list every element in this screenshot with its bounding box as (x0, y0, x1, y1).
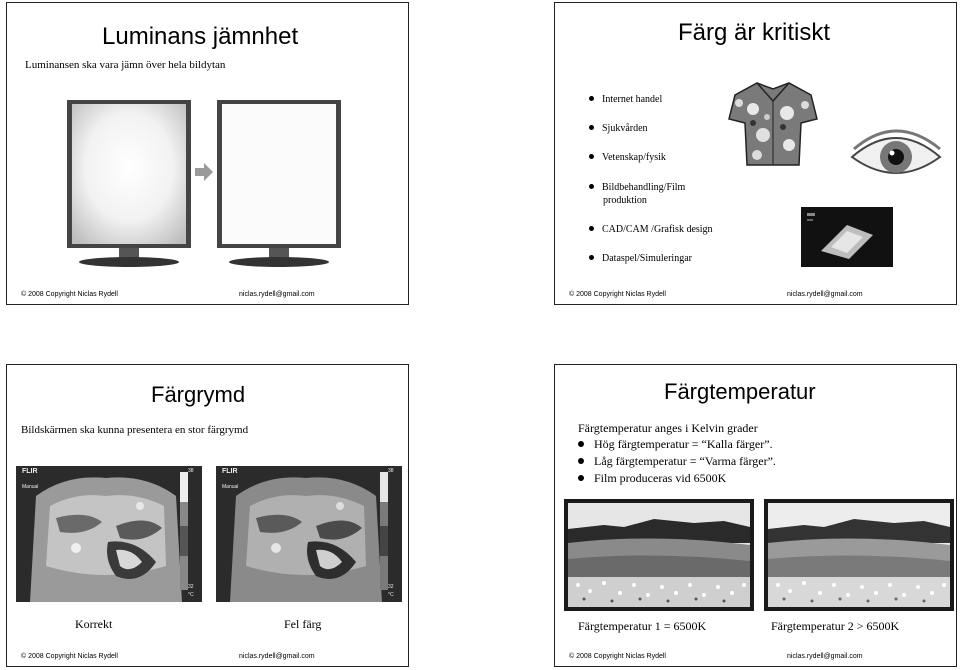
intro-text: Färgtemperatur anges i Kelvin grader (578, 421, 758, 435)
slide-title: Färg är kritiskt (678, 19, 831, 46)
landscape-photo-6500k (564, 499, 754, 611)
cad-render-image (801, 207, 893, 267)
thermal-mode-label: Manual (222, 484, 239, 490)
bullet-item: Vetenskap/fysik (589, 152, 666, 163)
caption-correct: Korrekt (75, 617, 113, 631)
thermal-mode-label: Manual (22, 484, 39, 490)
arrow-right-icon (193, 161, 215, 183)
thermal-image-wrong (216, 466, 402, 602)
slide-footer (7, 286, 408, 304)
scale-top-label: 38 (188, 468, 194, 474)
slide-subtitle: Luminansen ska vara jämn över hela bildytan (25, 59, 226, 71)
bullet-item: Film produceras vid 6500K (578, 471, 726, 486)
slide-footer (555, 286, 956, 304)
landscape-photo-higher-k (764, 499, 954, 611)
bullet-item: Dataspel/Simuleringar (589, 253, 692, 264)
footer-copyright: © 2008 Copyright Niclas Rydell (569, 653, 666, 660)
footer-email: niclas.rydell@gmail.com (787, 291, 863, 298)
scale-unit-label: °C (388, 592, 394, 598)
scale-top-label: 38 (388, 468, 394, 474)
slide-footer (7, 648, 408, 666)
footer-email: niclas.rydell@gmail.com (787, 653, 863, 660)
caption-higher-k: Färgtemperatur 2 > 6500K (771, 619, 900, 633)
slide-color-gamut (6, 364, 409, 667)
footer-email: niclas.rydell@gmail.com (239, 653, 315, 660)
bullet-item: CAD/CAM /Grafisk design (589, 224, 713, 235)
bullet-item: Låg färgtemperatur = “Varma färger”. (578, 454, 776, 469)
bullet-item: Internet handel (589, 94, 662, 105)
eye-illustration (848, 119, 944, 193)
slide-color-critical (554, 2, 957, 305)
thermal-brand-label: FLIR (22, 468, 38, 475)
footer-copyright: © 2008 Copyright Niclas Rydell (21, 291, 118, 298)
hawaiian-shirt-illustration (727, 79, 819, 167)
slide-color-temperature (554, 364, 957, 667)
thermal-image-correct (16, 466, 202, 602)
monitor-uneven-illustration (65, 98, 193, 268)
caption-wrong: Fel färg (284, 617, 322, 631)
scale-mid-label: 32 (188, 584, 194, 590)
caption-6500k: Färgtemperatur 1 = 6500K (578, 619, 707, 633)
slide-footer (555, 648, 956, 666)
bullet-item: Bildbehandling/Film (589, 182, 685, 193)
slide-title: Färgrymd (151, 382, 246, 407)
bullet-item: Sjukvården (589, 123, 648, 134)
thermal-brand-label: FLIR (222, 468, 238, 475)
footer-email: niclas.rydell@gmail.com (239, 291, 315, 298)
scale-unit-label: °C (188, 592, 194, 598)
bullet-item: Hög färgtemperatur = “Kalla färger”. (578, 437, 773, 452)
monitor-even-illustration (215, 98, 343, 268)
scale-mid-label: 32 (388, 584, 394, 590)
bullet-item-continuation: produktion (603, 195, 647, 206)
footer-copyright: © 2008 Copyright Niclas Rydell (569, 291, 666, 298)
footer-copyright: © 2008 Copyright Niclas Rydell (21, 653, 118, 660)
slide-title: Luminans jämnhet (102, 23, 299, 50)
slide-title: Färgtemperatur (664, 379, 816, 404)
slide-luminance (6, 2, 409, 305)
slide-subtitle: Bildskärmen ska kunna presentera en stor färgrymd (21, 424, 249, 436)
